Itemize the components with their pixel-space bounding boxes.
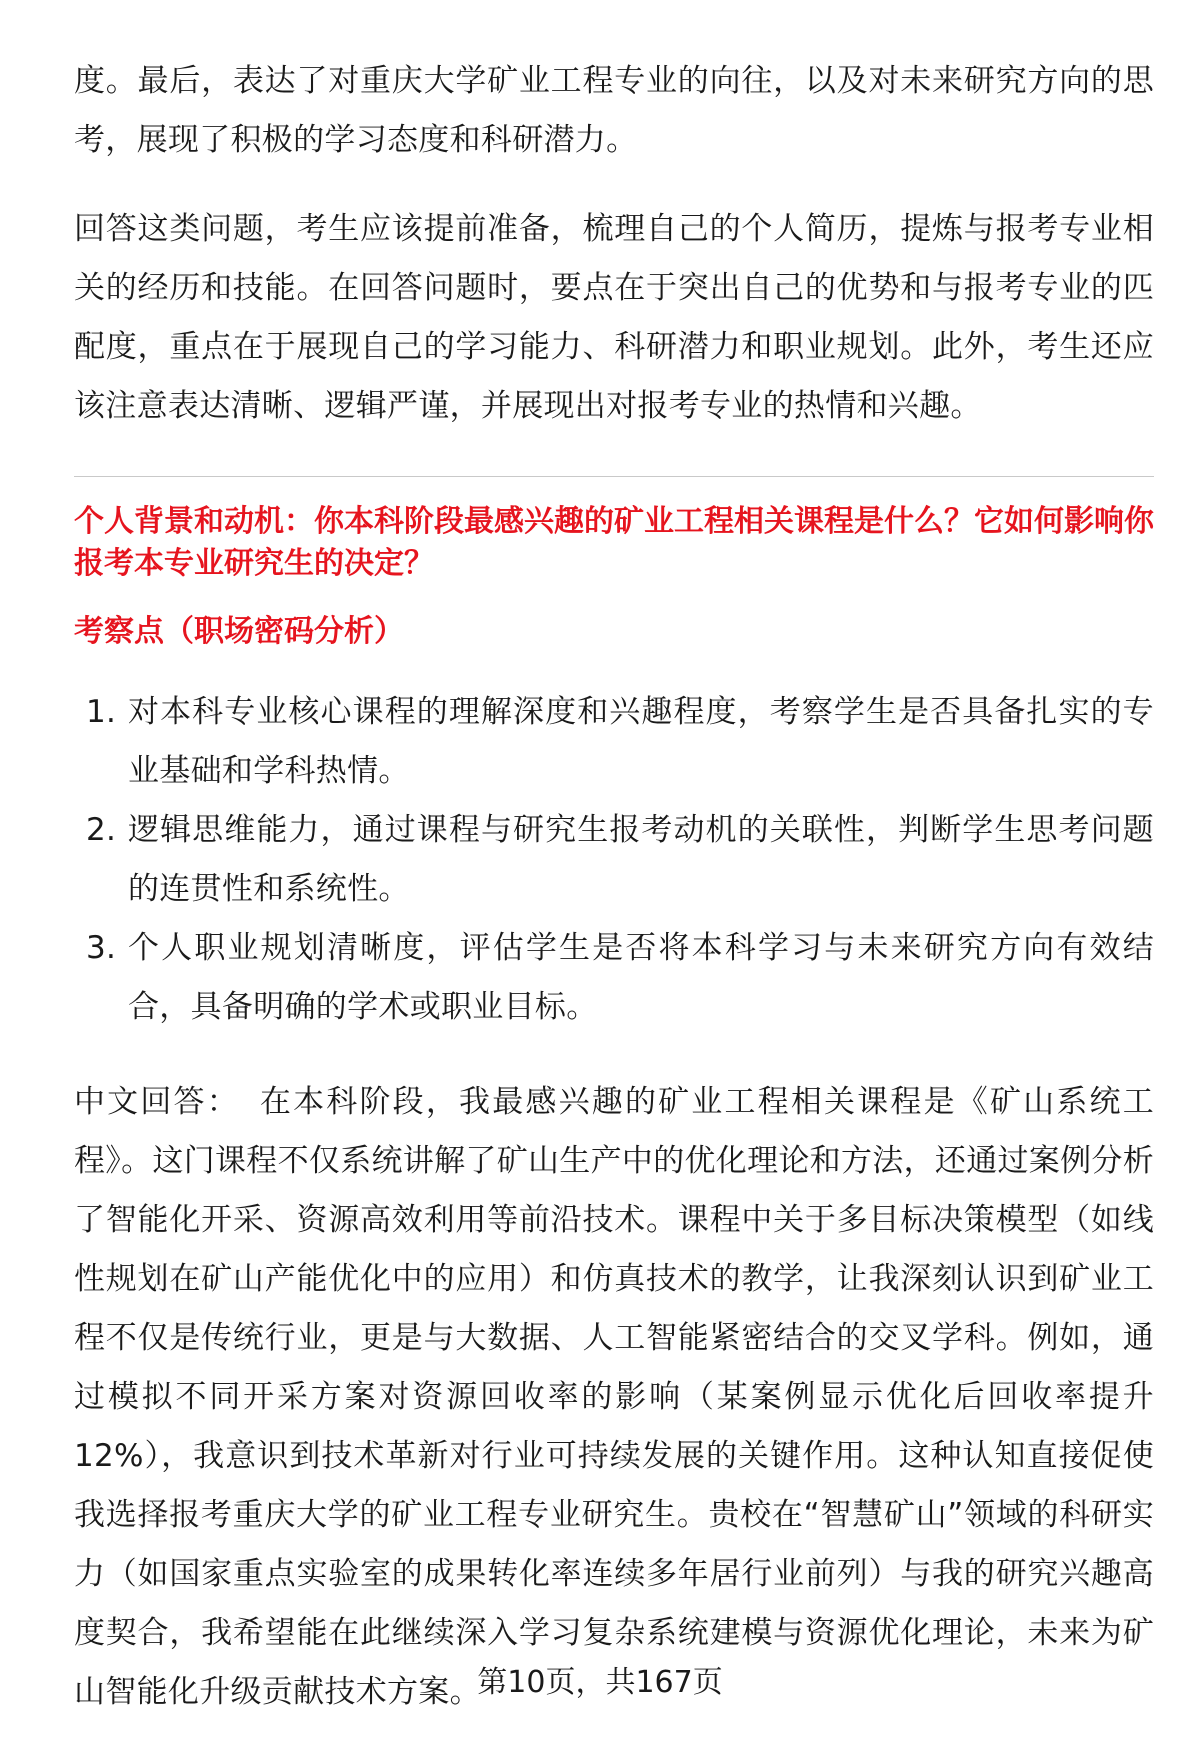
list-item-number: 1. [86,694,117,730]
intro-paragraph-2: 回答这类问题，考生应该提前准备，梳理自己的个人简历，提炼与报考专业相关的经历和技能。在回答问题时，要点在于突出自己的优势和与报考专业的匹配度，重点在于展现自己的学习能力、科研潜力和职业规划。此外，考生还应该注意表达清晰、逻辑严谨，并展现出对报考专业的热情和兴趣。 [74,211,1154,424]
list-item-text: 对本科专业核心课程的理解深度和兴趣程度，考察学生是否具备扎实的专业基础和学科热情。 [128,694,1154,789]
question-line-2: 报考本专业研究生的决定？ [74,546,434,581]
list-item-number: 2. [86,812,117,848]
analysis-list [74,683,1154,1037]
list-item [74,919,1154,1037]
answer-paragraph [74,1073,1154,1722]
document-page [74,52,1154,1722]
list-item-text: 个人职业规划清晰度，评估学生是否将本科学习与未来研究方向有效结合，具备明确的学术或职业目标。 [128,930,1154,1025]
answer-text: 在本科阶段，我最感兴趣的矿业工程相关课程是《矿山系统工程》。这门课程不仅系统讲解了矿山生产中的优化理论和方法，还通过案例分析了智能化开采、资源高效利用等前沿技术。课程中关于多目标决策模型（如线性规划在矿山产能优化中的应用）和仿真技术的教学，让我深刻认识到矿业工程不仅是传统行业，更是与大数据、人工智能紧密结合的交叉学科。例如，通过模拟不同开采方案对资源回收率的影响（某案例显示优化后回收率提升12%），我意识到技术革新对行业可持续发展的关键作用。这种认知直接促使我选择报考重庆大学的矿业工程专业研究生。贵校在“智慧矿山”领域的科研实力（如国家重点实验室的成果转化率连续多年居行业前列）与我的研究兴趣高度契合，我希望能在此继续深入学习复杂系统建模与资源优化理论，未来为矿山智能化升级贡献技术方案。 [74,1084,1154,1710]
question-line-1: 个人背景和动机：你本科阶段最感兴趣的矿业工程相关课程是什么？它如何影响你 [74,504,1154,539]
question-heading [74,501,1154,585]
intro-paragraph-1: 度。最后，表达了对重庆大学矿业工程专业的向往，以及对未来研究方向的思考，展现了积极的学习态度和科研潜力。 [74,63,1154,158]
list-item-number: 3. [86,930,117,966]
page-number: 第10页，共167页 [477,1665,723,1700]
list-item-text: 逻辑思维能力，通过课程与研究生报考动机的关联性，判断学生思考问题的连贯性和系统性。 [128,812,1154,907]
list-item [74,683,1154,801]
answer-label: 中文回答： [74,1084,240,1120]
list-item [74,801,1154,919]
section-divider [74,476,1154,477]
analysis-title: 考察点（职场密码分析） [74,614,404,649]
